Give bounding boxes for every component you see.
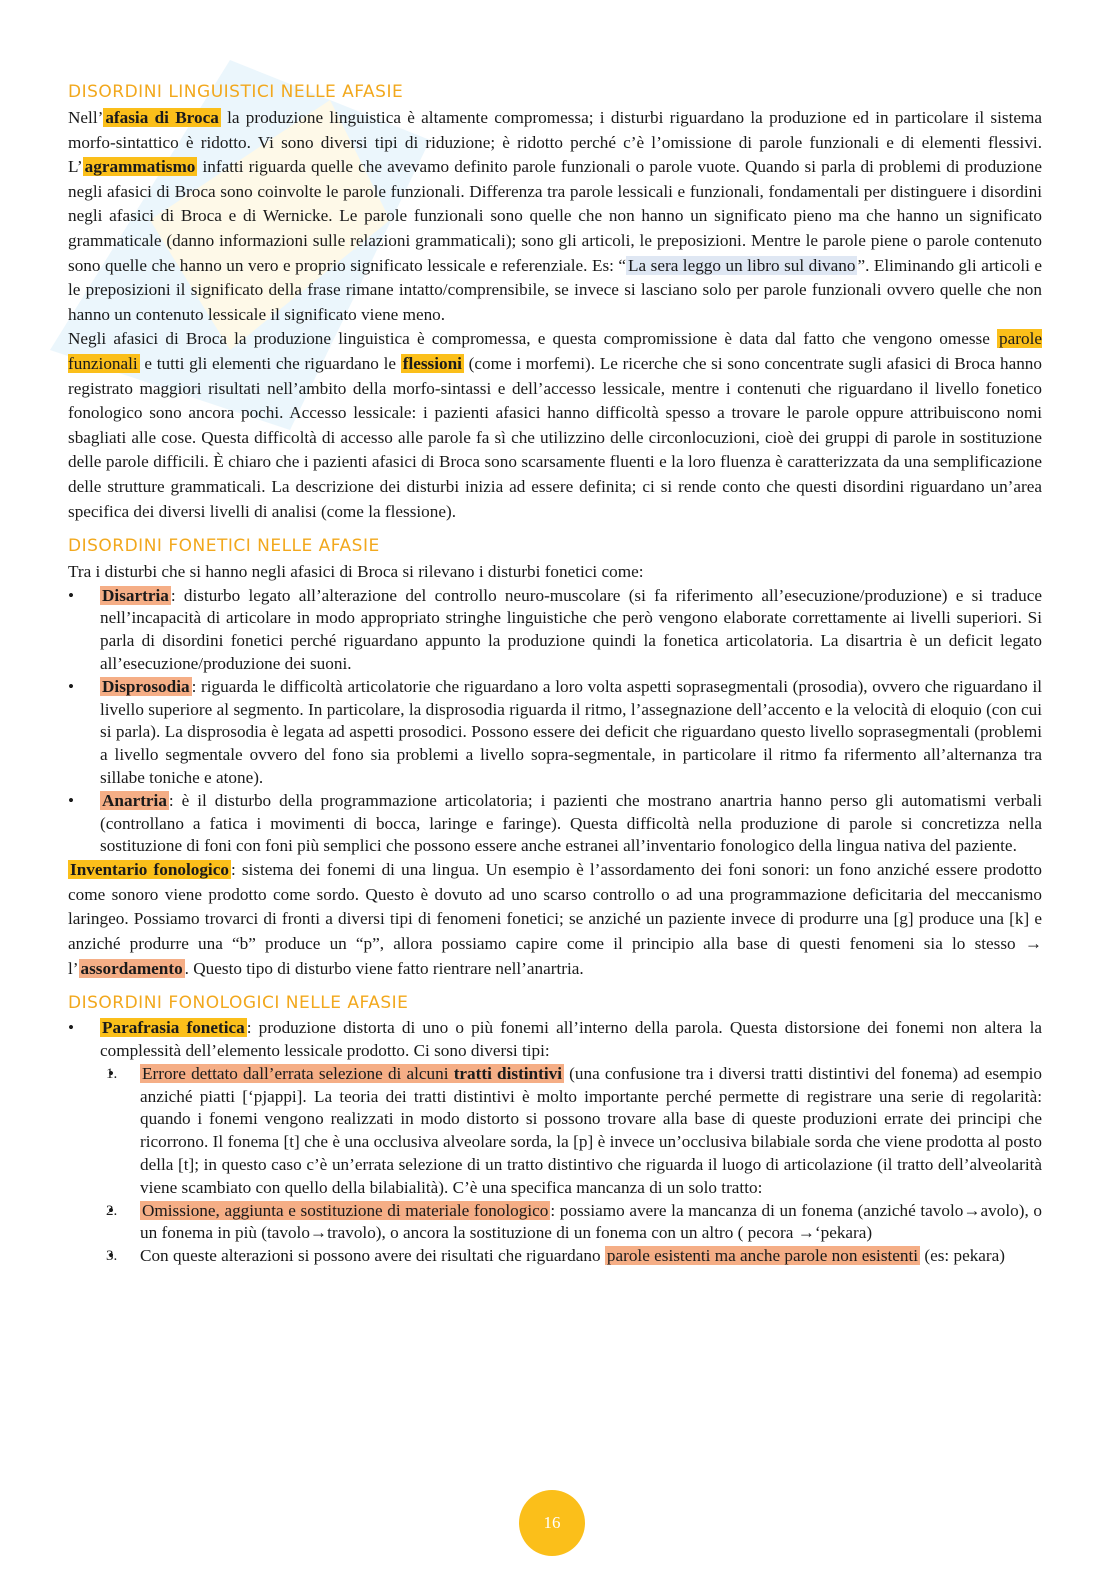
list-item-disprosodia: • Disprosodia : riguarda le difficoltà articolatorie che riguardano a loro volta aspetti soprasegmentali (prosodia), ovvero che riguardano il livello superiore al segmento. In particolare, la disprosodia riguarda il ritmo, l’assegnazione dell’accento e la velocità di eloquio (con cui si parla). La disprosodia è legata ad aspetti prosodici. Possono essere dei deficit che riguardano questo livello soprasegmentali (problemi a livello segmentale ovvero del fono sia problemi a livello sopra-segmentale, in particolare il ritmo fa rifermento all’alternanza tra sillabe toniche e atone). bbox=[100, 676, 1042, 790]
list-item-type-3: • 3. Con queste alterazioni si possono avere dei risultati che riguardano parole esistenti ma anche parole non esistenti (es: pekara) bbox=[140, 1245, 1042, 1268]
highlight-agrammatismo: agrammatismo bbox=[84, 157, 196, 177]
paragraph-phonetic-intro: Tra i disturbi che si hanno negli afasici di Broca si rilevano i disturbi fonetici come: bbox=[68, 562, 644, 582]
page-number-badge: 16 bbox=[519, 1490, 585, 1556]
highlight-parole-funzionali: parole funzionali bbox=[68, 329, 1042, 373]
section-heading-phonological: DISORDINI FONOLOGICI NELLE AFASIE bbox=[68, 993, 409, 1014]
phonological-disorders-list bbox=[68, 1017, 1042, 1268]
section-heading-linguistic: DISORDINI LINGUISTICI NELLE AFASIE bbox=[68, 82, 404, 102]
term-disprosodia: Disprosodia bbox=[102, 676, 190, 696]
list-item-anartria: • Anartria : è il disturbo della programmazione articolatoria; i pazienti che mostrano anartria hanno perso gli automatismi verbali (controllano a fatica i movimenti di bocca, laringe e faringe). Questa difficoltà nella produzione di parole si concretizza nella sostituzione di foni con foni più semplici che possono essere anche estranei all’inventario fonologico della lingua nativa del paziente. bbox=[100, 790, 1042, 858]
list-item-disartria: • Disartria : disturbo legato all’alterazione del controllo neuro-muscolare (si fa riferimento all’esecuzione/produzione) e si traduce nell’incapacità di articolare in modo appropriato stringhe linguistiche che però vengono elaborate correttamente ai livelli superiori. Si parla di disordini fonetici perché riguardano appunto la produzione quindi la fonetica articolatoria. La disartria è un deficit legato all’esecuzione/produzione dei suoni. bbox=[100, 585, 1042, 676]
highlight-errore-selezione: Errore dettato dall’errata selezione di alcuni tratti distintivi bbox=[142, 1063, 562, 1083]
term-disartria: Disartria bbox=[102, 585, 169, 605]
highlight-example-sentence: La sera leggo un libro sul divano bbox=[628, 255, 856, 275]
highlight-assordamento: assordamento bbox=[80, 958, 183, 978]
highlight-omissione: Omissione, aggiunta e sostituzione di materiale fonologico bbox=[142, 1200, 549, 1220]
highlight-afasia-broca: afasia di Broca bbox=[105, 108, 219, 127]
section-heading-phonetic: DISORDINI FONETICI NELLE AFASIE bbox=[68, 536, 380, 557]
list-item-type-2: • 2. Omissione, aggiunta e sostituzione di materiale fonologico : possiamo avere la mancanza di un fonema (anziché tavolo→avolo), o un fonema in più (tavolo→travolo), o ancora la sostituzione di un fonema con un altro ( pecora →‘pekara) bbox=[140, 1200, 1042, 1246]
term-parafrasia-fonetica: Parafrasia fonetica bbox=[102, 1018, 245, 1038]
list-item-parafrasia: • Parafrasia fonetica : produzione distorta di uno o più fonemi all’interno della parola. Questa distorsione dei fonemi non altera la complessità dell’elemento lessicale prodotto. Ci sono diversi tipi: • 1. Errore dettato dall’errata selezione di alcuni tratti distintivi (una confusione tra i diversi tratti distintivi del fonema) ad esempio anziché piatti [‘pjappi]. La teoria dei tratti distintivi è molto importante perché permette di registrare una serie di regolarità: quando i fonemi vengono realizzati in modo distorto si possono trovare alla base di queste produzioni errate dei principi che ricorrono. Il fonema [t] che è una occlusiva alveolare sorda, la [p] è invece un’occlusiva bilabiale sorda che viene prodotta al posto della [t]; in questo caso c’è un’errata selezione di un tratto distintivo che riguarda il luogo di articolazione (il tratto dell’alveolarità viene scambiato con quello della bilabialità). C’è una specifica mancanza di un solo tratto: • 2. Omissione, aggiunta e sostituzione di materiale fonologico : possiamo avere la mancanza di un fonema (anziché tavolo→avolo), o un fonema in più (tavolo→travolo), o ancora la sostituzione di un fonema con un altro ( pecora →‘pekara) • 3. Con queste alterazioni si possono avere dei risultati che riguardano parole esistenti ma anche parole non esistenti (es: pekara) bbox=[100, 1017, 1042, 1268]
phonetic-disorders-list bbox=[68, 585, 1042, 859]
highlight-flessioni: flessioni bbox=[402, 353, 462, 373]
paragraph-inventario: Inventario fonologico : sistema dei fonemi di una lingua. Un esempio è l’assordamento dei foni sonori: un fono anziché essere prodotto come sonoro viene prodotto come sordo. Questo è dovuto ad uno scarso controllo o ad una programmazione deficitaria del meccanismo laringeo. Possiamo trovarci di fronti a diversi tipi di fenomeni fonetici; se anziché un paziente invece di produrre una [g] produce una [k] e anziché produrre una “b” produce un “p”, allora possiamo capire come il principio alla base di questi fenomeni sia lo stesso → l’ assordamento . Questo tipo di disturbo viene fatto rientrare nell’anartria. bbox=[68, 860, 1042, 978]
document-page bbox=[68, 74, 1042, 1268]
list-item-type-1: • 1. Errore dettato dall’errata selezione di alcuni tratti distintivi (una confusione tra i diversi tratti distintivi del fonema) ad esempio anziché piatti [‘pjappi]. La teoria dei tratti distintivi è molto importante perché permette di registrare una serie di regolarità: quando i fonemi vengono realizzati in modo distorto si possono trovare alla base di queste produzioni errate dei principi che ricorrono. Il fonema [t] che è una occlusiva alveolare sorda, la [p] è invece un’occlusiva bilabiale sorda che viene prodotta al posto della [t]; in questo caso c’è un’errata selezione di un tratto distintivo che riguarda il luogo di articolazione (il tratto dell’alveolarità viene scambiato con quello della bilabialità). C’è una specifica mancanza di un solo tratto: bbox=[140, 1063, 1042, 1200]
paragraph-broca-production: Negli afasici di Broca la produzione linguistica è compromessa, e questa compromissione è data dal fatto che vengono omesse parole funzionali e tutti gli elementi che riguardano le flessioni (come i morfemi). Le ricerche che si sono concentrate sugli afasici di Broca hanno registrato maggiori risultati nell’ambito della morfo-sintassi e dell’accesso lessicale, mentre i contenuti che riguardano il livello fonetico fonologico sono ancora pochi. Accesso lessicale: i pazienti afasici hanno difficoltà spesso a trovare le parole oppure attribuiscono nomi sbagliati alle cose. Questa difficoltà di accesso alle parole fa sì che utilizzino delle circonlocuzioni, cioè dei gruppi di parole in sostituzione delle parole difficili. È chiaro che i pazienti afasici di Broca sono scarsamente fluenti e la loro fluenza è caratterizzata da una semplificazione delle strutture grammaticali. La descrizione dei disturbi inizia ad essere definita; ci si rende conto che questi disordini riguardano un’area specifica dei diversi livelli di analisi (come la flessione). bbox=[68, 329, 1042, 521]
highlight-inventario-fonologico: Inventario fonologico bbox=[70, 860, 229, 880]
paragraph-broca-intro: Nell’ afasia di Broca la produzione linguistica è altamente compromessa; i disturbi riguardano la produzione ed in particolare il sistema morfo-sintattico è ridotto. Vi sono diversi tipi di riduzione; è ridotto perché c’è l’omissione di parole funzionali e di elementi flessivi. L’ agrammatismo infatti riguarda quelle che avevamo definito parole funzionali o parole vuote. Quando si parla di problemi di produzione negli afasici di Broca sono coinvolte le parole funzionali. Differenza tra parole lessicali e funzionali, fondamentali per distinguere i disordini negli afasici di Broca e di Wernicke. Le parole funzionali sono quelle che non hanno un significato pieno ma che hanno un significato grammaticale (danno informazioni sulle relazioni grammaticali); sono gli articoli, le preposizioni. Mentre le parole piene o parole contenuto sono quelle che hanno un vero e proprio significato lessicale e referenziale. Es: “ La sera leggo un libro sul divano ”. Eliminando gli articoli e le preposizioni il significato della frase rimane intatto/comprensibile, se invece si lasciano solo per parole funzionali ovvero quelle che non hanno un contenuto lessicale il significato viene meno. bbox=[68, 108, 1042, 324]
term-anartria: Anartria bbox=[102, 790, 167, 810]
arrow-icon: → bbox=[1024, 934, 1042, 954]
parafrasia-types-list bbox=[100, 1063, 1042, 1268]
highlight-parole-esistenti: parole esistenti ma anche parole non esistenti bbox=[606, 1246, 919, 1266]
